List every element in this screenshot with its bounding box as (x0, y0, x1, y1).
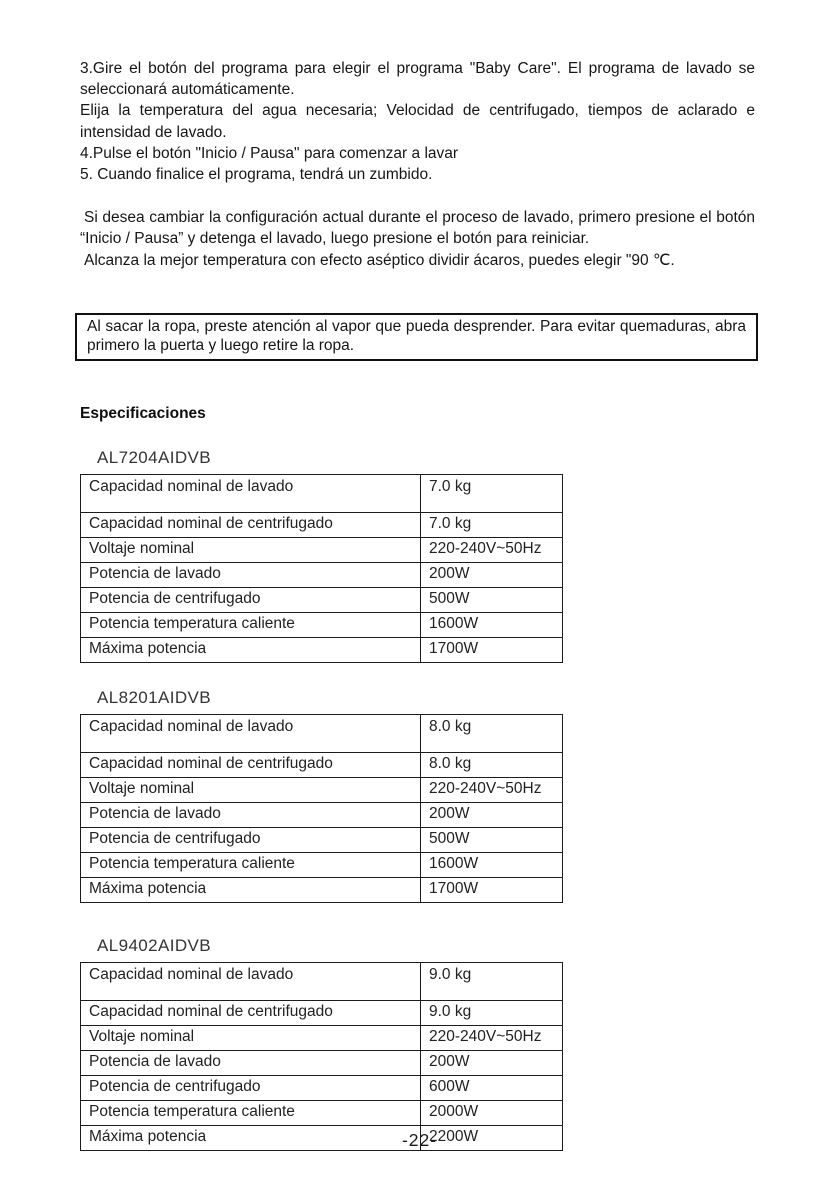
spec-value-cell: 200W (421, 802, 563, 827)
spec-label-cell: Potencia de lavado (81, 562, 421, 587)
spec-value-cell: 1600W (421, 852, 563, 877)
spec-row (81, 537, 563, 562)
spec-value-cell: 2200W (421, 1125, 563, 1150)
spec-row (81, 802, 563, 827)
spec-label-cell: Capacidad nominal de centrifugado (81, 752, 421, 777)
spec-label-cell: Potencia de lavado (81, 1050, 421, 1075)
note-line: Si desea cambiar la configuración actual durante el proceso de lavado, primero presione el botón “Inicio / Pausa” y detenga el lavado, luego presione el botón para reiniciar. (80, 209, 755, 248)
spec-row (81, 777, 563, 802)
spec-value-cell: 9.0 kg (421, 962, 563, 1000)
spec-row (81, 1100, 563, 1125)
spec-value-cell: 9.0 kg (421, 1000, 563, 1025)
spec-label-cell: Voltaje nominal (81, 1025, 421, 1050)
spec-value-cell: 600W (421, 1075, 563, 1100)
spec-value-cell: 8.0 kg (421, 752, 563, 777)
instruction-line: 4.Pulse el botón "Inicio / Pausa" para comenzar a lavar (80, 144, 459, 162)
model-title: AL7204AIDVB (97, 447, 212, 467)
spec-label-cell: Potencia de lavado (81, 802, 421, 827)
note-line: Alcanza la mejor temperatura con efecto aséptico dividir ácaros, puedes elegir "90 ℃. (84, 251, 675, 269)
spec-row (81, 1025, 563, 1050)
spec-label-cell: Potencia temperatura caliente (81, 1100, 421, 1125)
spec-value-cell: 2000W (421, 1100, 563, 1125)
spec-value-cell: 200W (421, 562, 563, 587)
spec-label-cell: Capacidad nominal de centrifugado (81, 512, 421, 537)
spec-value-cell: 500W (421, 827, 563, 852)
spec-value-cell: 8.0 kg (421, 714, 563, 752)
spec-table (80, 714, 563, 903)
page-number: -22- (401, 1130, 438, 1150)
spec-row (81, 962, 563, 1000)
spec-row (81, 1050, 563, 1075)
warning-box (75, 313, 758, 361)
spec-row (81, 852, 563, 877)
spec-row (81, 562, 563, 587)
notes-block (80, 207, 755, 271)
spec-row (81, 612, 563, 637)
spec-label-cell: Máxima potencia (81, 877, 421, 902)
spec-row (81, 1075, 563, 1100)
instruction-line: 5. Cuando finalice el programa, tendrá un zumbido. (80, 166, 433, 184)
spec-row (81, 714, 563, 752)
instruction-line: 3.Gire el botón del programa para elegir el programa "Baby Care". El programa de lavado se seleccionará automáticamente. (80, 60, 755, 99)
spec-row (81, 827, 563, 852)
instruction-line: Elija la temperatura del agua necesaria; Velocidad de centrifugado, tiempos de aclarado e intensidad de lavado. (80, 102, 755, 141)
spec-value-cell: 220-240V~50Hz (421, 537, 563, 562)
spec-label-cell: Potencia de centrifugado (81, 1075, 421, 1100)
model-title: AL9402AIDVB (97, 935, 212, 955)
spec-row (81, 752, 563, 777)
spec-label-cell: Capacidad nominal de lavado (81, 474, 421, 512)
spec-value-cell: 1700W (421, 637, 563, 662)
spec-value-cell: 200W (421, 1050, 563, 1075)
spec-table (80, 962, 563, 1151)
spec-value-cell: 220-240V~50Hz (421, 777, 563, 802)
spec-value-cell: 1600W (421, 612, 563, 637)
spec-label-cell: Capacidad nominal de centrifugado (81, 1000, 421, 1025)
spec-table (80, 474, 563, 663)
spec-label-cell: Potencia de centrifugado (81, 587, 421, 612)
spec-label-cell: Potencia temperatura caliente (81, 612, 421, 637)
warning-text: Al sacar la ropa, preste atención al vapor que pueda desprender. Para evitar quemaduras, abra primero la puerta y luego retire la ropa. (87, 317, 746, 355)
spec-value-cell: 7.0 kg (421, 474, 563, 512)
spec-label-cell: Potencia de centrifugado (81, 827, 421, 852)
specifications-heading: Especificaciones (80, 404, 206, 422)
spec-label-cell: Voltaje nominal (81, 777, 421, 802)
spec-label-cell: Voltaje nominal (81, 537, 421, 562)
spec-label-cell: Potencia temperatura caliente (81, 852, 421, 877)
spec-value-cell: 500W (421, 587, 563, 612)
spec-label-cell: Capacidad nominal de lavado (81, 962, 421, 1000)
spec-label-cell: Máxima potencia (81, 1125, 421, 1150)
spec-row (81, 637, 563, 662)
spec-value-cell: 1700W (421, 877, 563, 902)
page-content (80, 58, 755, 1151)
spec-label-cell: Máxima potencia (81, 637, 421, 662)
spec-value-cell: 220-240V~50Hz (421, 1025, 563, 1050)
spec-row (81, 587, 563, 612)
model-title: AL8201AIDVB (97, 687, 212, 707)
spec-value-cell: 7.0 kg (421, 512, 563, 537)
spec-row (81, 512, 563, 537)
spec-row (81, 877, 563, 902)
spec-label-cell: Capacidad nominal de lavado (81, 714, 421, 752)
spec-row (81, 474, 563, 512)
spec-row (81, 1000, 563, 1025)
instructions-block (80, 58, 755, 185)
